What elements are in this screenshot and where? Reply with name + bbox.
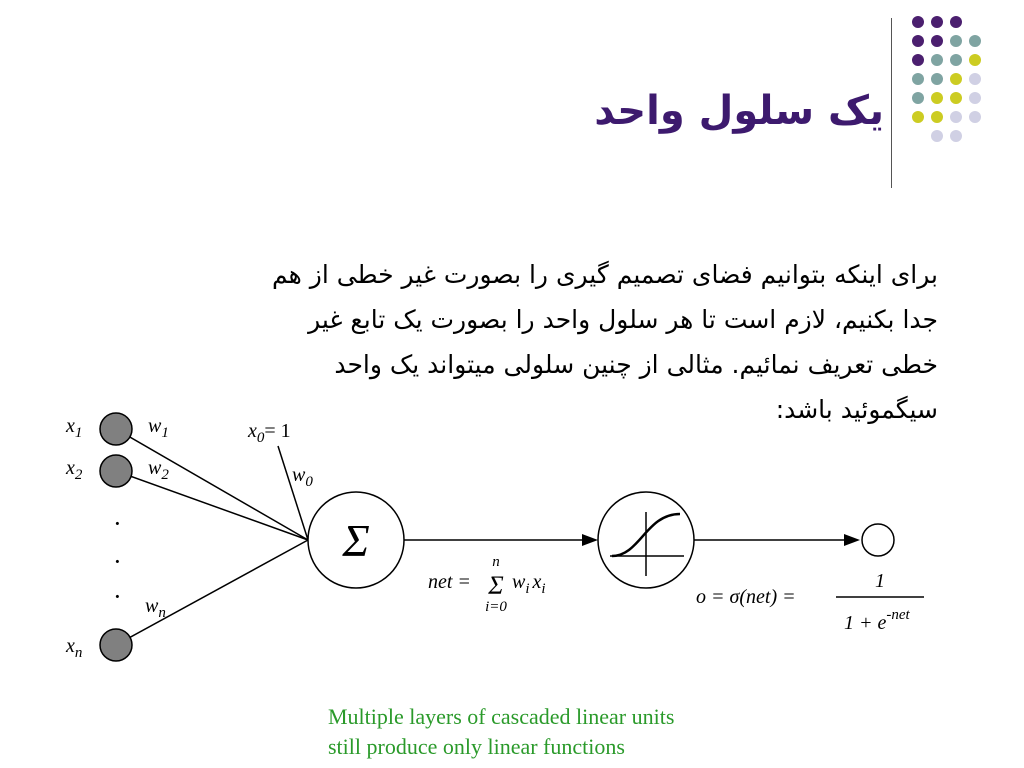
net-formula-upper: n	[492, 554, 500, 570]
output-node	[862, 524, 894, 556]
slide-title: یک سلول واحد	[594, 88, 884, 134]
arrowhead-2	[844, 534, 860, 546]
net-formula-lower: i=0	[485, 599, 507, 615]
output-formula-numerator: 1	[875, 570, 885, 592]
label-wn: $w_n$	[145, 595, 166, 621]
label-x1: $x_1$	[66, 415, 83, 441]
caption-text	[328, 702, 674, 762]
net-formula-sum-sign: Σ	[488, 571, 504, 600]
input-node-xn	[100, 629, 132, 661]
ellipsis-dot-2: ·	[113, 547, 121, 576]
edge-xn	[113, 540, 308, 645]
body-line-3: خطی تعریف نمائیم. مثالی از چنین سلولی میتواند یک واحد	[334, 350, 938, 379]
label-w2: $w_2$	[148, 457, 169, 483]
body-line-2: جدا بکنیم، لازم است تا هر سلول واحد را بصورت یک تابع غیر	[308, 305, 938, 334]
sigma-symbol: Σ	[342, 515, 370, 566]
ellipsis-dot-1: ·	[113, 509, 121, 538]
label-x2: $x_2$	[66, 457, 83, 483]
net-formula-term: $w_i$ $x_i$	[512, 571, 546, 597]
output-formula-lhs: o = σ(net) =	[696, 586, 796, 608]
body-line-4: سیگموئید باشد:	[775, 395, 938, 424]
body-line-1: برای اینکه بتوانیم فضای تصمیم گیری را بصورت غیر خطی از هم	[272, 260, 938, 289]
label-w0: $w_0$	[292, 464, 313, 490]
caption-line-1: Multiple layers of cascaded linear units	[328, 704, 675, 729]
output-formula-denominator: $1 + e^{-net}$	[844, 607, 910, 634]
caption-line-2: still produce only linear functions	[328, 734, 625, 759]
edge-x1	[113, 429, 308, 540]
input-node-x1	[100, 413, 132, 445]
label-xn: $x_n$	[66, 635, 83, 661]
ellipsis-dot-3: ·	[113, 582, 121, 611]
net-formula-lhs: net =	[428, 571, 471, 593]
label-x0: $x_0= 1$	[248, 420, 291, 446]
edge-x2	[113, 471, 308, 540]
input-node-x2	[100, 455, 132, 487]
label-w1: $w_1$	[148, 415, 169, 441]
arrowhead-1	[582, 534, 598, 546]
